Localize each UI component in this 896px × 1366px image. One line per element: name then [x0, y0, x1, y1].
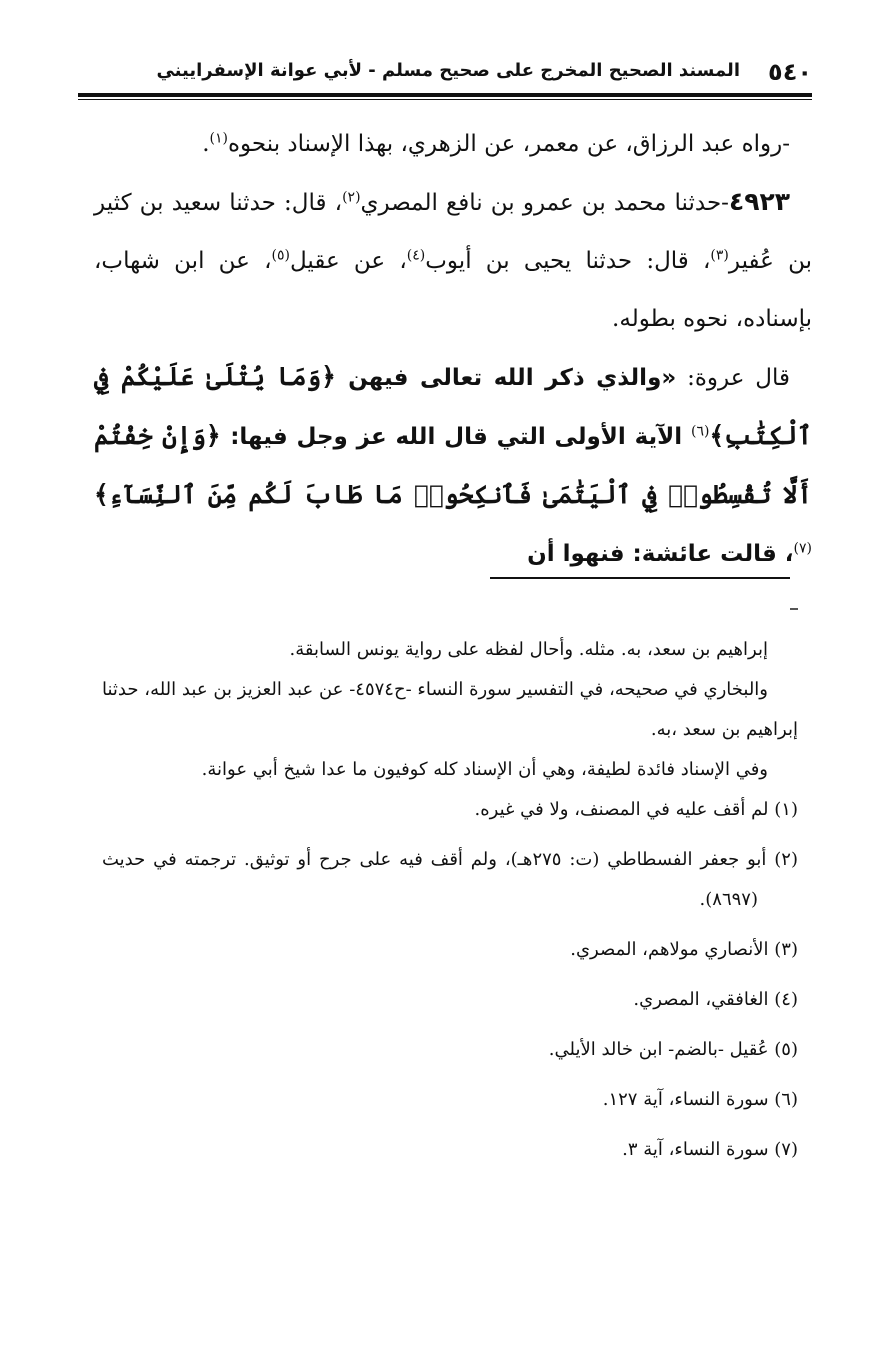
header-rule-thin: [78, 99, 812, 100]
footnote-6: (٦) سورة النساء، آية ١٢٧.: [602, 1089, 798, 1110]
footnote-mark: [790, 608, 798, 610]
footnote-7: (٧) سورة النساء، آية ٣.: [622, 1139, 798, 1160]
footnote-2: (٢) أبو جعفر الفسطاطي (ت: ٢٧٥هـ)، ولم أقف فيه على جرح أو توثيق. ترجمته في حديث (٨٦٩٧).: [102, 849, 798, 910]
footnotes: [102, 630, 798, 1170]
text-run: -رواه عبد الرزاق، عن معمر، عن الزهري، بهذا الإسناد بنحوه: [228, 131, 790, 157]
paragraph-1: -رواه عبد الرزاق، عن معمر، عن الزهري، بهذا الإسناد بنحوه$^{(١)}$.: [202, 130, 790, 157]
quran-verse: ﴿وَإِنْ خِفْتُمْ أَلَّا تُقْسِطُوا۟ فِي ٱلْيَتَٰمَىٰ فَٱنكِحُوا۟ مَا طَابَ لَكُم مِّنَ ٱلنِّسَآءِ﴾: [94, 421, 812, 509]
hadith-4923: [94, 173, 812, 348]
footnote-separator: [490, 577, 790, 579]
text-run: ، عن عقيل: [290, 248, 407, 274]
text-run: ، قال: حدثنا يحيى بن أيوب: [425, 248, 711, 274]
header-rule-thick: [78, 93, 812, 97]
footnote-4: (٤) الغافقي، المصري.: [633, 989, 798, 1010]
footnote-ref: (٢): [342, 189, 361, 206]
footnote-continuation: إبراهيم بن سعد، به. مثله. وأحال لفظه على رواية يونس السابقة.: [289, 639, 768, 660]
urwa-quote: [94, 348, 812, 583]
running-header: [100, 58, 812, 92]
footnote-ref: (٦): [690, 423, 710, 440]
footnote-1: (١) لم أقف عليه في المصنف، ولا في غيره.: [474, 799, 798, 820]
footnote-continuation: والبخاري في صحيحه، في التفسير سورة النساء -ح٤٥٧٤- عن عبد العزيز بن عبد الله، حدثنا إبراهيم بن سعد ،به.: [102, 679, 798, 740]
hadith-number: ٤٩٢٣: [728, 187, 790, 216]
page-number: ٥٤٠: [768, 58, 812, 86]
quote-bold: الآية الأولى التي قال الله عز وجل فيها:: [230, 424, 691, 450]
footnote-ref: (٧): [793, 540, 812, 557]
footnote-3: (٣) الأنصاري مولاهم، المصري.: [570, 939, 798, 960]
footnote-continuation: وفي الإسناد فائدة لطيفة، وهي أن الإسناد كله كوفيون ما عدا شيخ أبي عوانة.: [201, 759, 768, 780]
footnote-5: (٥) عُقيل -بالضم- ابن خالد الأيلي.: [548, 1039, 798, 1060]
footnote-ref: (١): [209, 130, 228, 147]
quran-verse: ﴿وَمَا يُتْلَىٰ عَلَيْكُمْ فِي ٱلْكِتَٰبِ﴾: [94, 362, 812, 450]
main-text: [94, 115, 812, 583]
quote-bold: ، قالت عائشة: فنهوا أن: [527, 541, 794, 567]
footnote-ref: (٥): [271, 247, 290, 264]
footnote-ref: (٤): [406, 247, 426, 264]
text-run: قال عروة:: [676, 365, 790, 391]
text-run: ، قال: حدثنا سعيد بن كثير بن عُفير: [94, 190, 812, 274]
text-run: ، عن ابن شهاب، بإسناده، نحوه بطوله.: [94, 248, 812, 332]
text-run: -حدثنا محمد بن عمرو بن نافع المصري: [360, 190, 729, 216]
footnote-ref: (٣): [710, 247, 729, 264]
quote-bold: «والذي ذكر الله تعالى فيهن: [348, 365, 677, 391]
running-title: المسند الصحيح المخرج على صحيح مسلم - لأبي عوانة الإسفراييني: [156, 60, 740, 81]
